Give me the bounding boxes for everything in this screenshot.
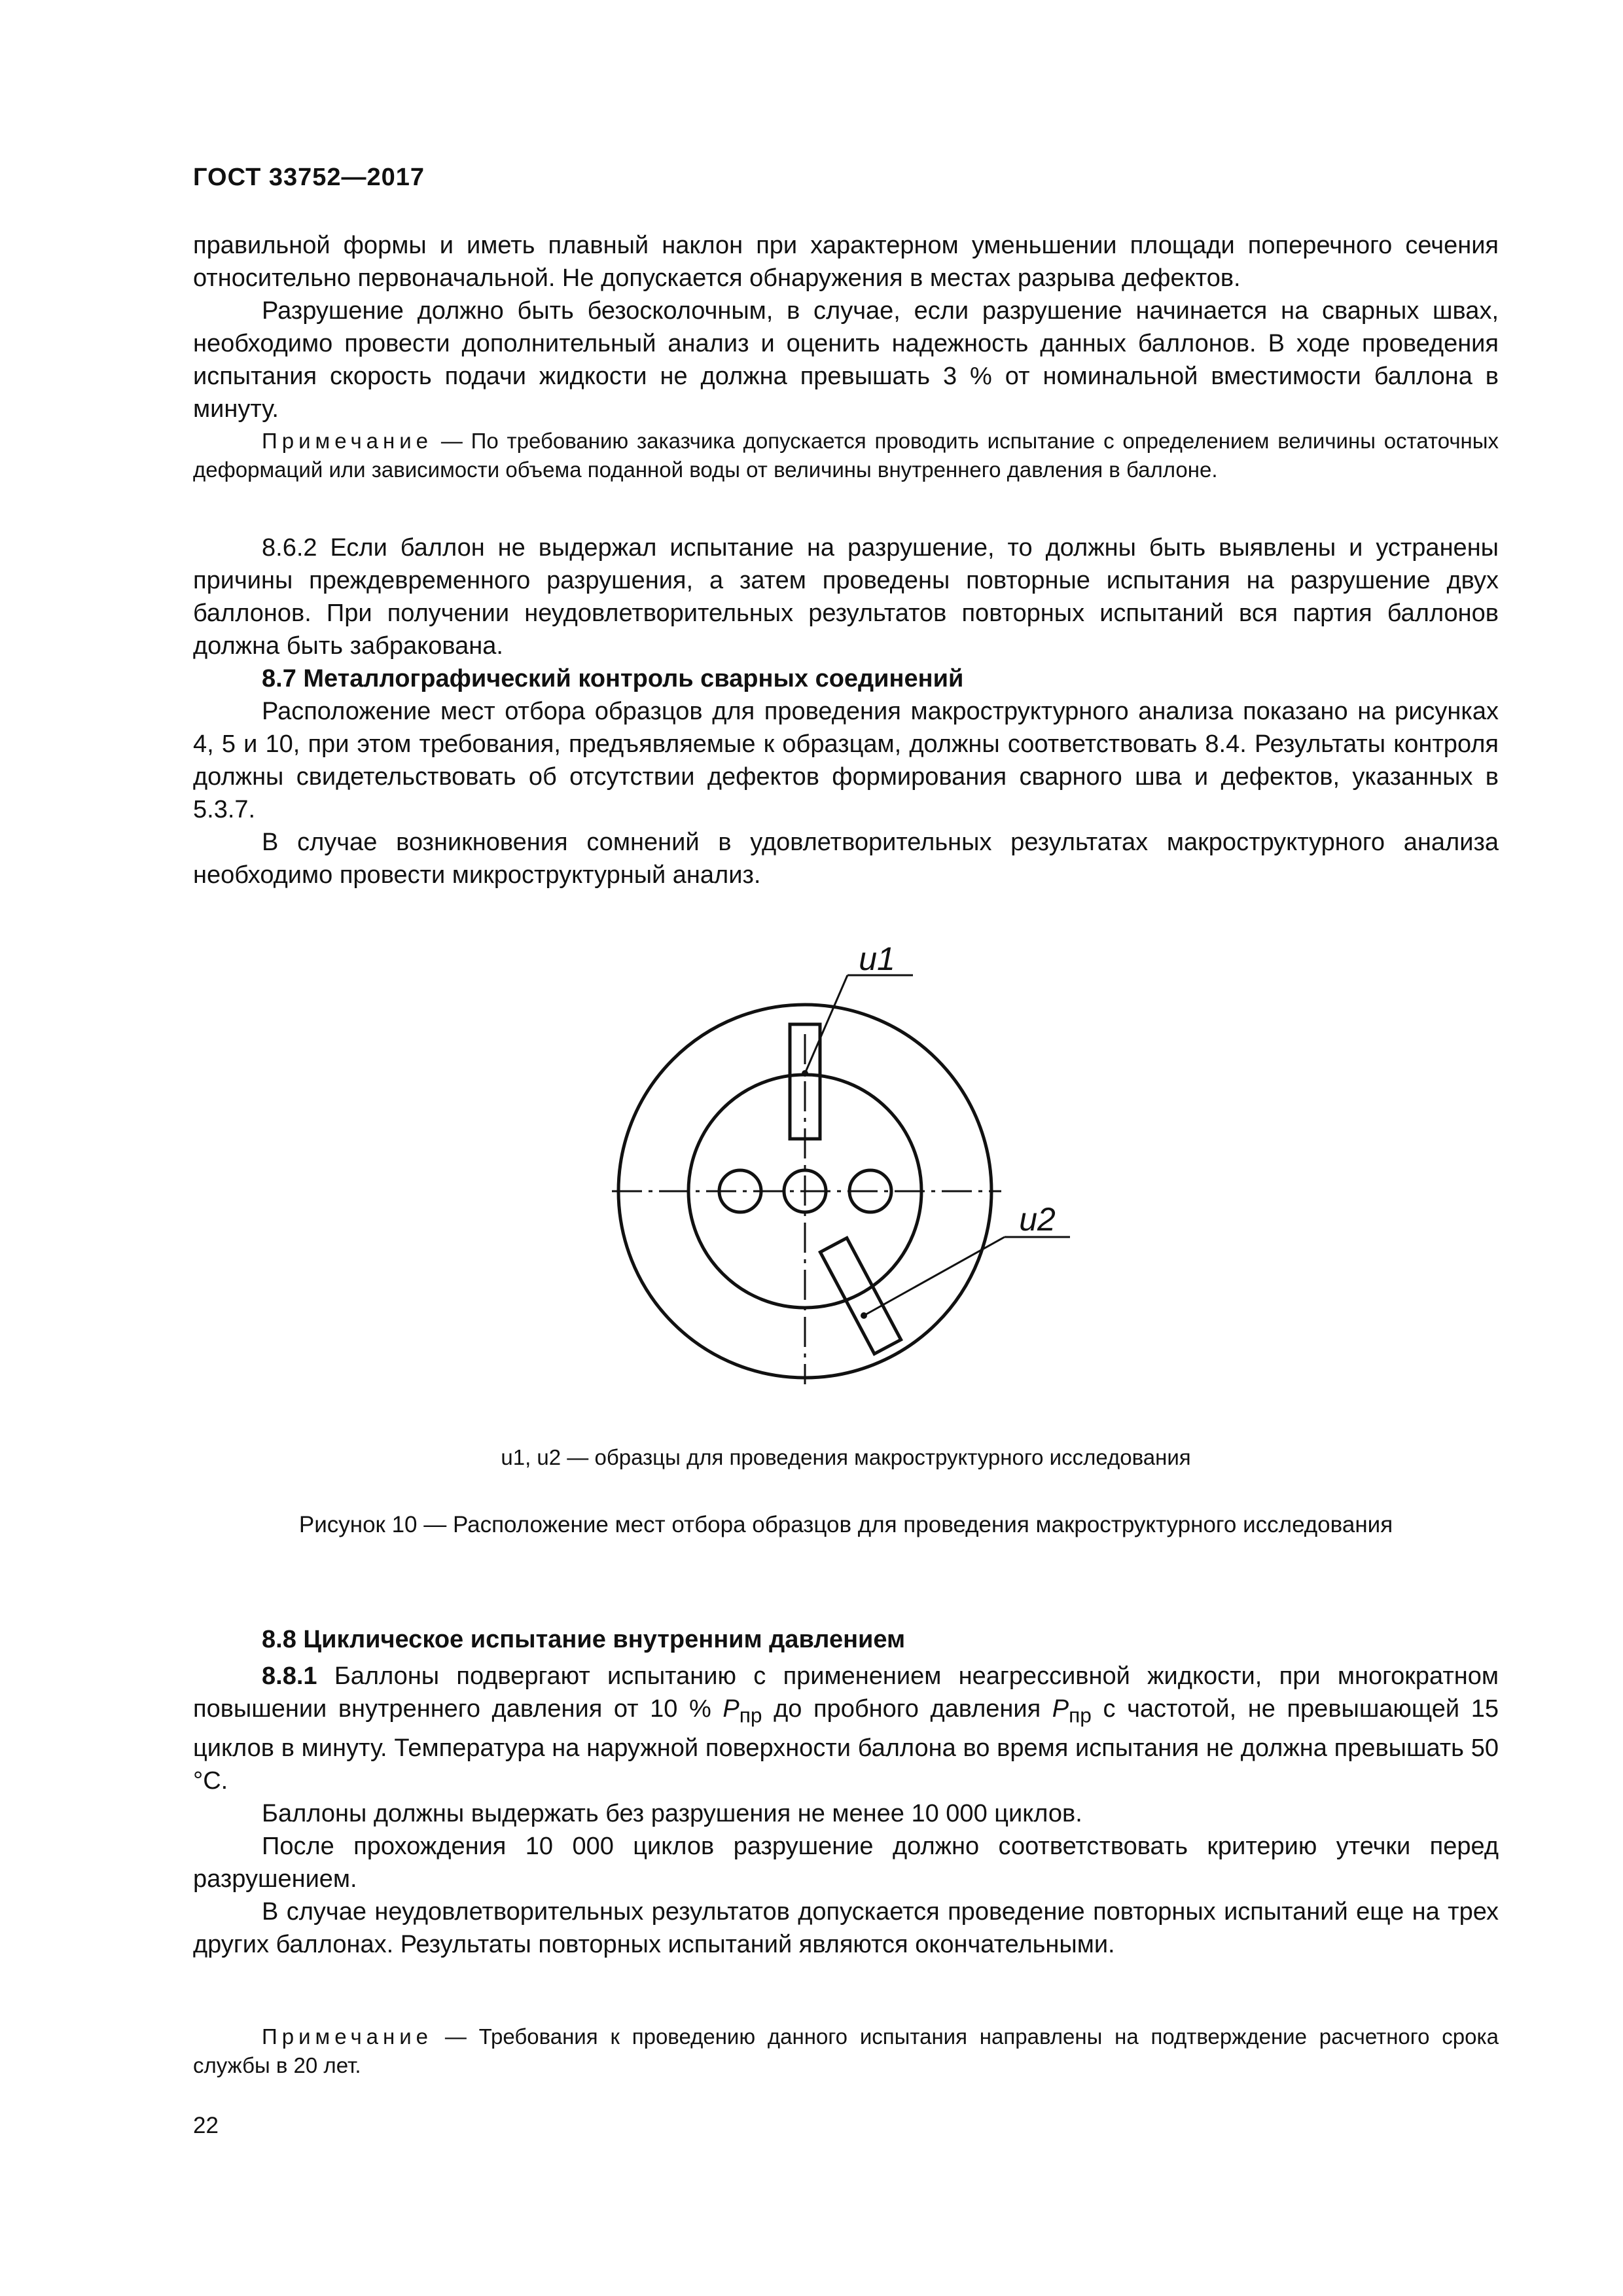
paragraph-8-8-1-number: 8.8.1 [262,1662,317,1690]
heading-8-7-title: Металлографический контроль сварных соединений [303,665,964,692]
figure-caption: Рисунок 10 — Расположение мест отбора образцов для проведения макроструктурного исследования [298,1512,1393,1537]
heading-8-7-number: 8.7 [262,665,296,692]
symbol-p-test-2-sub: пр [1069,1703,1092,1727]
paragraph-8-8-1-text-a: Баллоны подвергают испытанию с применением неагрессивной жидкости, при многократном повышении внутреннего давления от 10 % [193,1662,1499,1723]
paragraph-8-8-1 [193,1660,1499,1797]
symbol-p-test-2: P [1052,1695,1069,1723]
paragraph-8-8-d: В случае неудовлетворительных результатов допускается проведение повторных испытаний еще на трех других баллонах. Результаты повторных испытаний являются окончательными. [193,1897,1499,1958]
note-2 [193,2022,1499,2080]
note-1-text: — По требованию заказчика допускается проводить испытание с определением величины остаточных деформаций или зависимости объема поданной воды от величины внутреннего давления в баллоне. [193,429,1499,482]
heading-8-8-number: 8.8 [262,1626,296,1653]
paragraph-8-6-2: 8.6.2 Если баллон не выдержал испытание на разрушение, то должны быть выявлены и устранены причины преждевременного разрушения, а затем проведены повторные испытания на разрушение двух баллонов. При получении неудовлетворительных результатов повторных испытаний вся партия баллонов должна быть забракована. [193,534,1499,660]
figure-legend: u1, u2 — образцы для проведения макроструктурного исследования [501,1445,1191,1469]
paragraph-8-7-b: В случае возникновения сомнений в удовлетворительных результатах макроструктурного анализа необходимо провести микроструктурный анализ. [193,829,1499,889]
label-u1: u1 [859,941,895,977]
leader-u1-dot [802,1070,808,1077]
sample-u2-rect [820,1238,901,1354]
document-header: ГОСТ 33752—2017 [193,164,425,191]
heading-8-8 [193,1623,1499,1656]
heading-8-7 [193,662,1499,695]
paragraph-8-7-a: Расположение мест отбора образцов для проведения макроструктурного анализа показано на рисунках 4, 5 и 10, при этом требования, предъявляемые к образцам, должны соответствовать 8.4. Результаты контроля должны свидетельствовать об отсутствии дефектов формирования сварного шва и дефектов, указанных в 5.3.7. [193,698,1499,823]
body-block-2 [193,531,1499,891]
page-number: 22 [193,2113,219,2138]
paragraph-8-8-1-text-c: с частотой, не превышающей 15 циклов в минуту. Температура на наружной поверхности баллона во время испытания не должна превышать 50 °С. [193,1695,1499,1795]
leader-u2-dot [861,1312,867,1319]
symbol-p-test-1: P [722,1695,740,1723]
note-1 [193,427,1499,484]
note-2-text: — Требования к проведению данного испытания направлены на подтверждение расчетного срока службы в 20 лет. [193,2024,1499,2077]
symbol-p-test-1-sub: пр [739,1703,762,1727]
note-1-label: Примечание [262,429,433,453]
paragraph-8-8-1-text-b: до пробного давления [762,1695,1052,1723]
paragraph-8-8-b: Баллоны должны выдержать без разрушения не менее 10 000 циклов. [262,1799,1082,1827]
heading-8-8-title: Циклическое испытание внутренним давлением [303,1626,906,1653]
body-block-3 [193,1623,1499,1961]
label-u2: u2 [1019,1201,1056,1238]
body-block-1 [193,229,1499,425]
figure-10-drawing [193,923,1499,1440]
note-2-label: Примечание [262,2024,433,2049]
paragraph-destruction: Разрушение должно быть безосколочным, в случае, если разрушение начинается на сварных швах, необходимо провести дополнительный анализ и оценить надежность данных баллонов. В ходе проведения испытания скорость подачи жидкости не должна превышать 3 % от номинальной вместимости баллона в минуту. [193,297,1499,423]
paragraph-8-8-c: После прохождения 10 000 циклов разрушение должно соответствовать критерию утечки перед разрушением. [193,1832,1499,1893]
figure-10 [193,923,1499,1440]
paragraph-continuation: правильной формы и иметь плавный наклон при характерном уменьшении площади поперечного сечения относительно первоначальной. Не допускается обнаружения в местах разрыва дефектов. [193,232,1499,292]
